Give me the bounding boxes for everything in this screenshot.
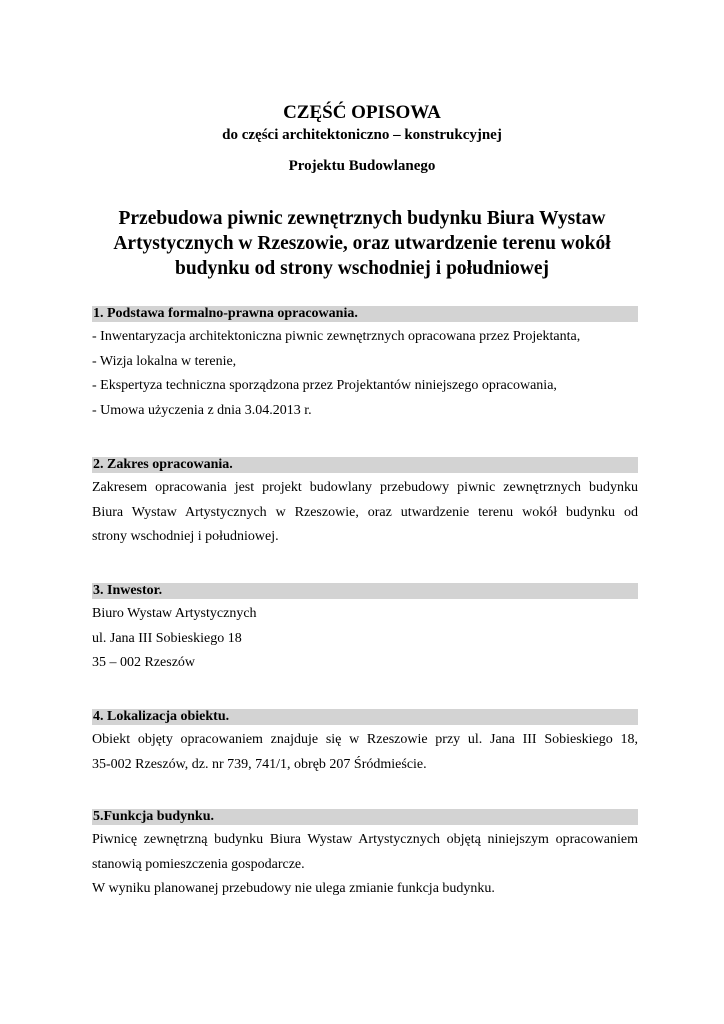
section-line: 35-002 Rzeszów, dz. nr 739, 741/1, obręb 207 Śródmieście. — [92, 756, 427, 772]
section-heading: 4. Lokalizacja obiektu. — [92, 709, 638, 725]
project-title-line: budynku od strony wschodniej i południowej — [174, 258, 550, 279]
section-line: Biura Wystaw Artystycznych w Rzeszowie, oraz utwardzenie terenu wokół budynku od — [92, 504, 638, 520]
project-title-line: Artystycznych w Rzeszowie, oraz utwardzenie terenu wokół — [113, 233, 611, 254]
section-line: - Wizja lokalna w terenie, — [92, 353, 237, 369]
section-line: Zakresem opracowania jest projekt budowlany przebudowy piwnic zewnętrznych budynku — [92, 480, 638, 495]
section-line: 35 – 002 Rzeszów — [92, 655, 196, 670]
section-scope — [92, 457, 638, 550]
section-location — [92, 709, 638, 777]
section-heading: 2. Zakres opracowania. — [92, 457, 638, 473]
section-heading: 1. Podstawa formalno-prawna opracowania. — [92, 306, 638, 322]
section-heading: 3. Inwestor. — [92, 583, 638, 599]
section-line: stanowią pomieszczenia gospodarcze. — [92, 856, 305, 872]
section-line: - Inwentaryzacja architektoniczna piwnic zewnętrznych opracowana przez Projektanta, — [92, 329, 581, 344]
document-subtitle: do części architektoniczno – konstrukcyjnej — [222, 127, 502, 143]
section-line: - Ekspertyza techniczna sporządzona przez Projektantów niniejszego opracowania, — [92, 378, 557, 393]
section-line: Obiekt objęty opracowaniem znajduje się w Rzeszowie przy ul. Jana III Sobieskiego 18, — [92, 732, 638, 747]
section-line: - Umowa użyczenia z dnia 3.04.2013 r. — [92, 402, 312, 418]
section-line: strony wschodniej i południowej. — [92, 529, 279, 544]
section-building-function — [92, 809, 638, 902]
project-title-line: Przebudowa piwnic zewnętrznych budynku Biura Wystaw — [118, 208, 606, 229]
section-line: Piwnicę zewnętrzną budynku Biura Wystaw Artystycznych objętą niniejszym opracowaniem — [92, 832, 638, 847]
section-line: W wyniku planowanej przebudowy nie ulega zmianie funkcja budynku. — [92, 881, 495, 896]
project-title — [60, 206, 664, 281]
document-title: CZĘŚĆ OPISOWA — [283, 102, 441, 123]
section-line: Biuro Wystaw Artystycznych — [92, 606, 257, 621]
section-heading: 5.Funkcja budynku. — [92, 809, 638, 825]
section-line: ul. Jana III Sobieskiego 18 — [92, 630, 242, 646]
section-legal-basis — [92, 306, 638, 423]
document-subtitle-project: Projektu Budowlanego — [288, 158, 436, 174]
section-investor — [92, 583, 638, 676]
